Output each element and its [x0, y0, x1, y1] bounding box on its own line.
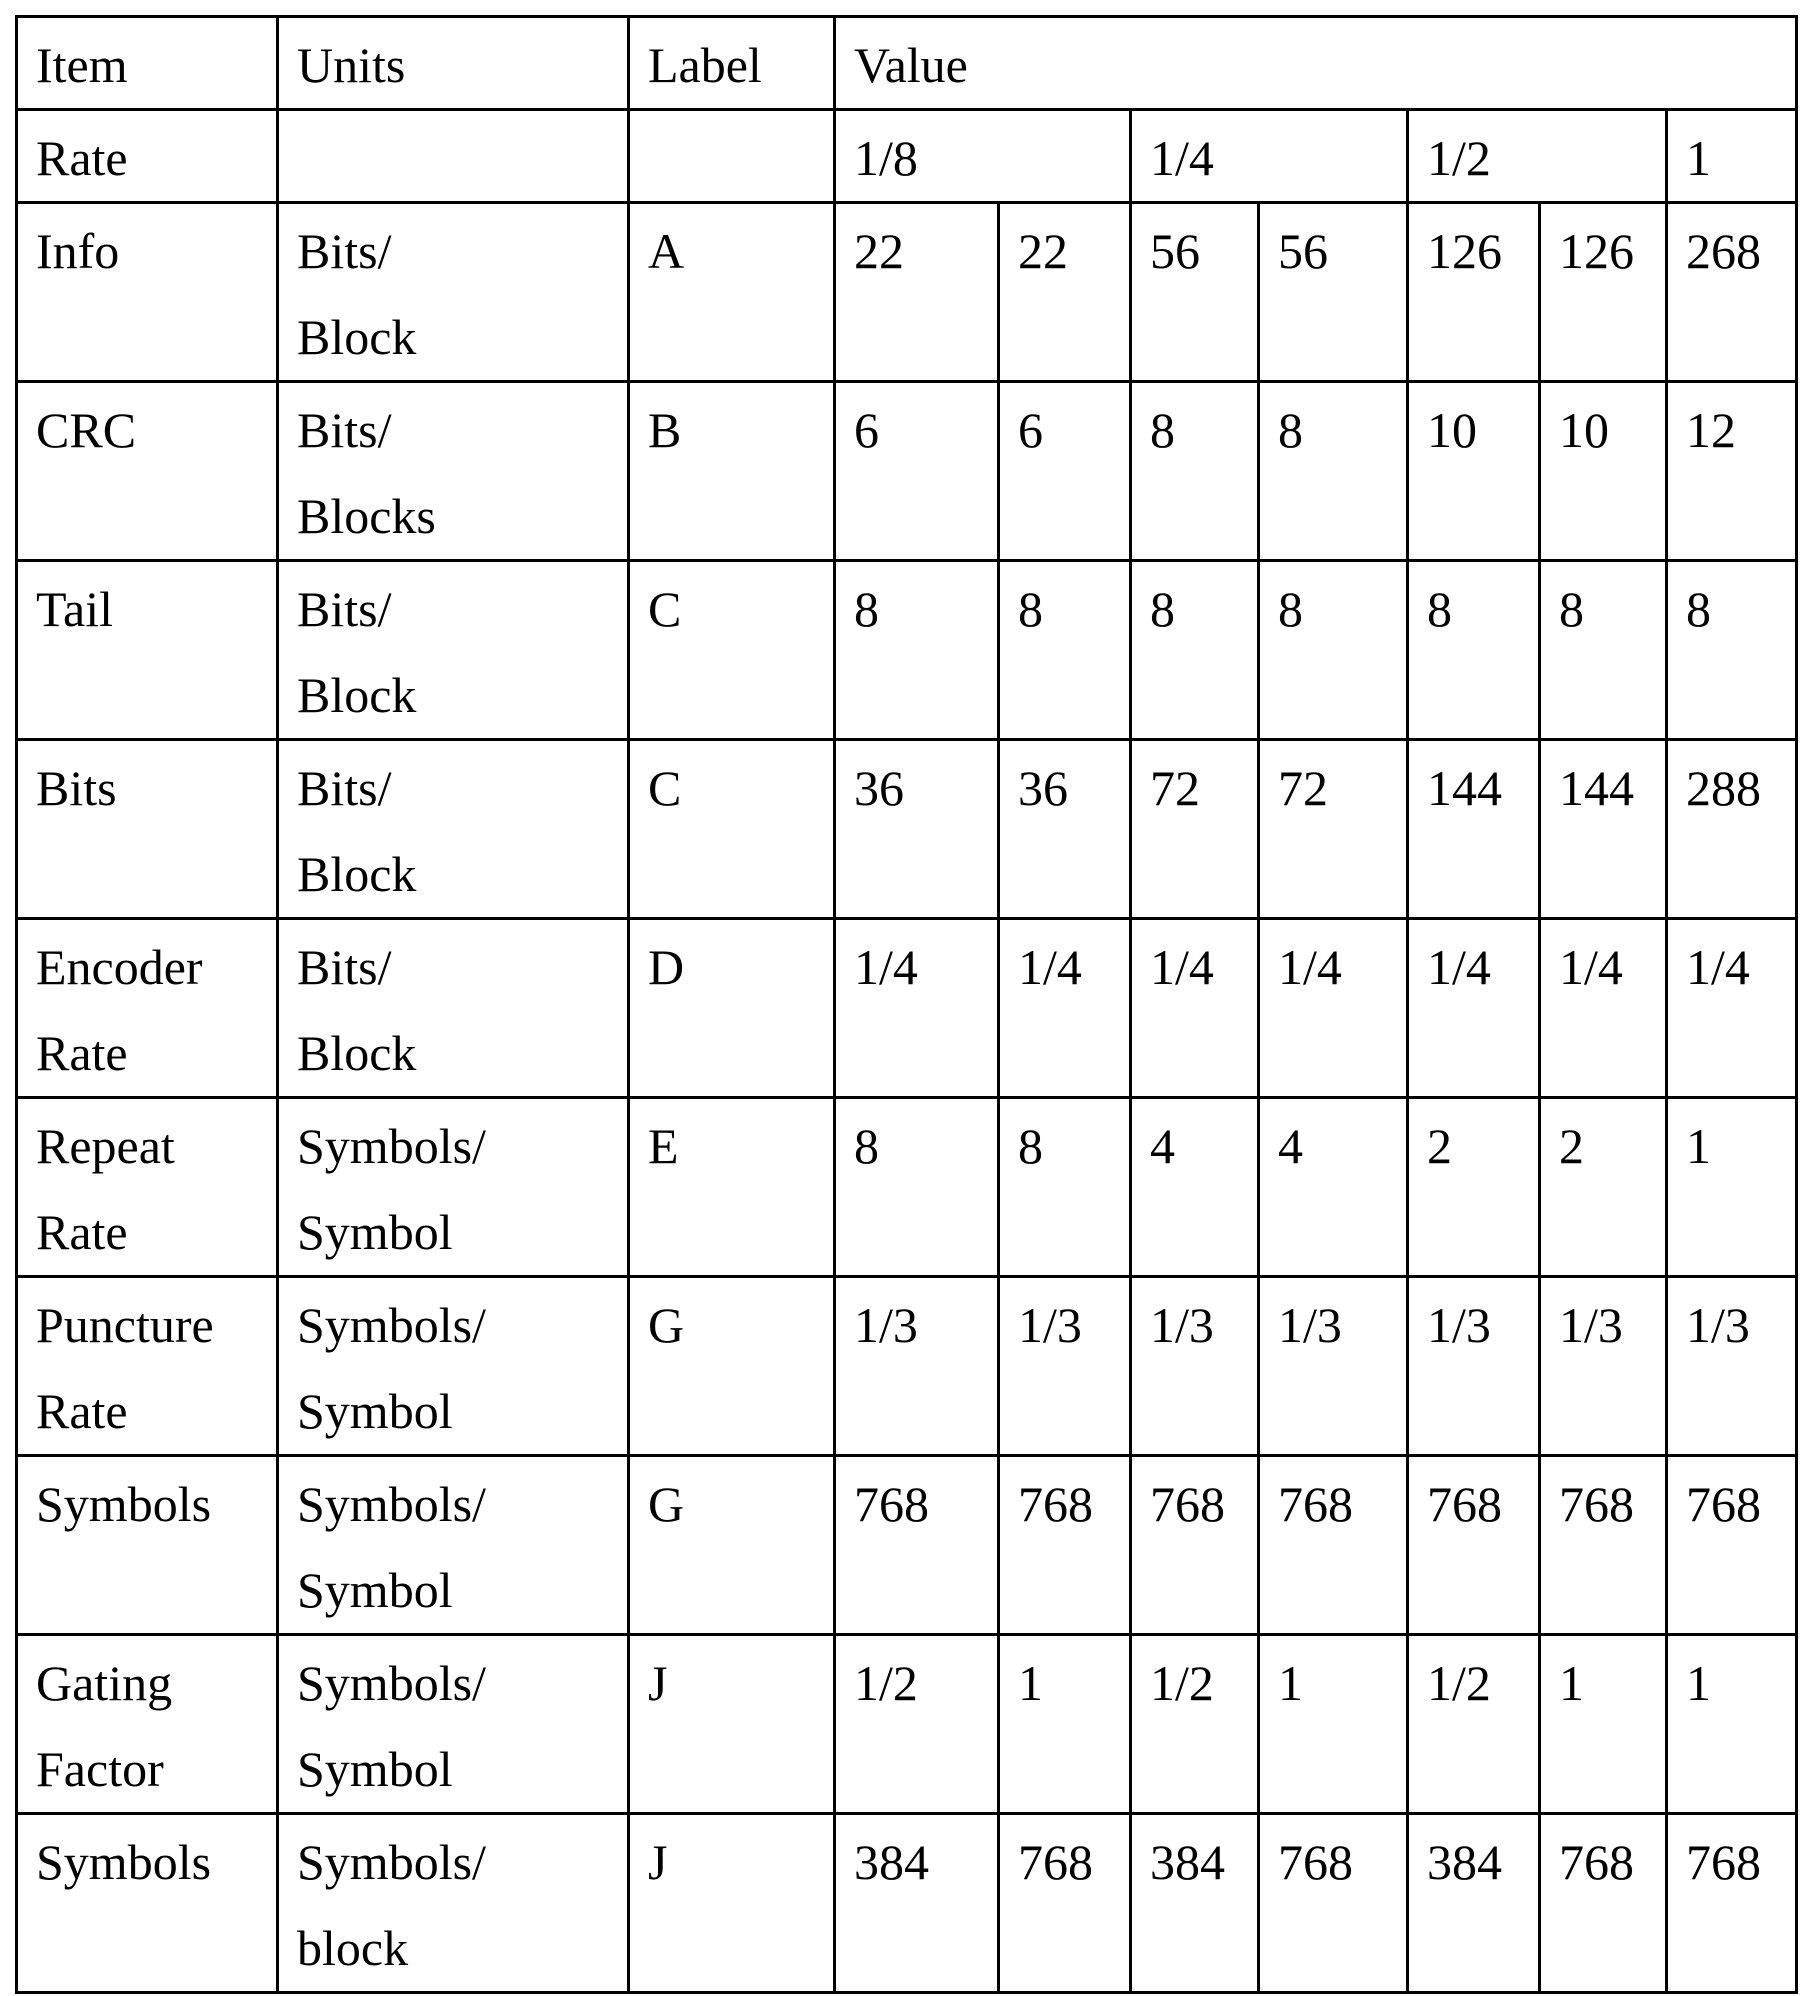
item-cell: [17, 1098, 278, 1277]
item-cell-line: Rate: [36, 1010, 276, 1096]
value-cell: 72: [1259, 740, 1408, 919]
item-cell-line: Symbols: [36, 1819, 276, 1905]
rate-units: [278, 110, 629, 203]
rate-row: [17, 110, 1797, 203]
value-cell: 1/4: [1408, 919, 1540, 1098]
item-cell: [17, 561, 278, 740]
table-row: [17, 1635, 1797, 1814]
units-cell: [278, 1098, 629, 1277]
item-cell-line: Gating: [36, 1640, 276, 1726]
units-cell-line: Symbols/: [297, 1640, 627, 1726]
value-cell: 768: [835, 1456, 999, 1635]
value-cell: 1/3: [999, 1277, 1131, 1456]
units-cell: [278, 740, 629, 919]
value-cell: 36: [835, 740, 999, 919]
units-cell: [278, 919, 629, 1098]
value-cell: 1: [999, 1635, 1131, 1814]
units-cell-line: Bits/: [297, 566, 627, 652]
value-cell: 8: [1259, 561, 1408, 740]
units-cell-line: Bits/: [297, 924, 627, 1010]
units-cell-line: Block: [297, 294, 627, 380]
item-cell: [17, 203, 278, 382]
value-cell: 1/4: [1667, 919, 1797, 1098]
units-cell: [278, 1814, 629, 1993]
item-cell-line: Symbols: [36, 1461, 276, 1547]
label-cell: E: [629, 1098, 835, 1277]
units-cell-line: Symbols/: [297, 1103, 627, 1189]
value-cell: 384: [835, 1814, 999, 1993]
value-cell: 1/4: [999, 919, 1131, 1098]
value-cell: 268: [1667, 203, 1797, 382]
value-cell: 4: [1259, 1098, 1408, 1277]
item-cell: [17, 919, 278, 1098]
value-cell: 56: [1131, 203, 1259, 382]
units-cell-line: Block: [297, 652, 627, 738]
table-row: [17, 561, 1797, 740]
label-cell: A: [629, 203, 835, 382]
item-cell-line: Encoder: [36, 924, 276, 1010]
value-cell: 4: [1131, 1098, 1259, 1277]
value-cell: 1/2: [1131, 1635, 1259, 1814]
value-cell: 1/2: [1408, 1635, 1540, 1814]
item-cell: [17, 1277, 278, 1456]
value-cell: 768: [1540, 1814, 1667, 1993]
item-cell: [17, 740, 278, 919]
item-cell-line: Info: [36, 208, 276, 294]
item-cell: [17, 1814, 278, 1993]
item-cell-line: Factor: [36, 1726, 276, 1812]
units-cell-line: Symbol: [297, 1368, 627, 1454]
value-cell: 768: [1540, 1456, 1667, 1635]
label-cell: J: [629, 1814, 835, 1993]
units-cell-line: Symbol: [297, 1189, 627, 1275]
value-cell: 56: [1259, 203, 1408, 382]
value-cell: 126: [1408, 203, 1540, 382]
value-cell: 1/3: [835, 1277, 999, 1456]
units-cell: [278, 1635, 629, 1814]
rate-item: Rate: [17, 110, 278, 203]
units-cell: [278, 1277, 629, 1456]
units-cell: [278, 561, 629, 740]
units-cell-line: block: [297, 1905, 627, 1991]
value-cell: 8: [1131, 382, 1259, 561]
data-table: [15, 15, 1798, 1994]
item-cell: [17, 1456, 278, 1635]
units-cell-line: Symbols/: [297, 1819, 627, 1905]
value-cell: 8: [835, 561, 999, 740]
value-cell: 1/3: [1540, 1277, 1667, 1456]
value-cell: 8: [1259, 382, 1408, 561]
value-cell: 2: [1408, 1098, 1540, 1277]
table-row: [17, 1098, 1797, 1277]
value-cell: 126: [1540, 203, 1667, 382]
units-cell-line: Block: [297, 831, 627, 917]
header-item: Item: [17, 17, 278, 110]
label-cell: G: [629, 1456, 835, 1635]
value-cell: 1: [1667, 1635, 1797, 1814]
rate-cell: 1: [1667, 110, 1797, 203]
value-cell: 1: [1667, 1098, 1797, 1277]
header-label: Label: [629, 17, 835, 110]
value-cell: 1/4: [1259, 919, 1408, 1098]
value-cell: 36: [999, 740, 1131, 919]
label-cell: B: [629, 382, 835, 561]
units-cell-line: Symbols/: [297, 1282, 627, 1368]
value-cell: 1/3: [1259, 1277, 1408, 1456]
value-cell: 6: [835, 382, 999, 561]
label-cell: C: [629, 740, 835, 919]
table-row: [17, 1814, 1797, 1993]
value-cell: 22: [999, 203, 1131, 382]
units-cell-line: Bits/: [297, 387, 627, 473]
label-cell: C: [629, 561, 835, 740]
item-cell-line: Repeat: [36, 1103, 276, 1189]
item-cell: [17, 382, 278, 561]
value-cell: 1/3: [1408, 1277, 1540, 1456]
table-row: [17, 740, 1797, 919]
value-cell: 72: [1131, 740, 1259, 919]
header-row: [17, 17, 1797, 110]
label-cell: J: [629, 1635, 835, 1814]
rate-cell: 1/8: [835, 110, 1131, 203]
value-cell: 768: [1408, 1456, 1540, 1635]
value-cell: 384: [1408, 1814, 1540, 1993]
value-cell: 288: [1667, 740, 1797, 919]
item-cell: [17, 1635, 278, 1814]
units-cell: [278, 203, 629, 382]
table-row: [17, 382, 1797, 561]
units-cell-line: Symbol: [297, 1547, 627, 1633]
value-cell: 768: [1667, 1814, 1797, 1993]
value-cell: 2: [1540, 1098, 1667, 1277]
units-cell-line: Bits/: [297, 745, 627, 831]
value-cell: 8: [1667, 561, 1797, 740]
table-row: [17, 1456, 1797, 1635]
label-cell: D: [629, 919, 835, 1098]
value-cell: 8: [1131, 561, 1259, 740]
value-cell: 1/4: [1131, 919, 1259, 1098]
value-cell: 768: [1667, 1456, 1797, 1635]
value-cell: 768: [999, 1456, 1131, 1635]
units-cell-line: Block: [297, 1010, 627, 1096]
item-cell-line: Puncture: [36, 1282, 276, 1368]
value-cell: 1/4: [1540, 919, 1667, 1098]
value-cell: 768: [1259, 1456, 1408, 1635]
value-cell: 1: [1259, 1635, 1408, 1814]
value-cell: 10: [1408, 382, 1540, 561]
header-value: Value: [835, 17, 1797, 110]
table-row: [17, 919, 1797, 1098]
value-cell: 768: [999, 1814, 1131, 1993]
value-cell: 22: [835, 203, 999, 382]
label-cell: G: [629, 1277, 835, 1456]
units-cell-line: Symbol: [297, 1726, 627, 1812]
value-cell: 768: [1259, 1814, 1408, 1993]
value-cell: 8: [999, 1098, 1131, 1277]
units-cell: [278, 382, 629, 561]
value-cell: 144: [1408, 740, 1540, 919]
value-cell: 6: [999, 382, 1131, 561]
header-units: Units: [278, 17, 629, 110]
item-cell-line: Tail: [36, 566, 276, 652]
value-cell: 1: [1540, 1635, 1667, 1814]
table-row: [17, 203, 1797, 382]
value-cell: 1/4: [835, 919, 999, 1098]
units-cell-line: Blocks: [297, 473, 627, 559]
value-cell: 144: [1540, 740, 1667, 919]
rate-label: [629, 110, 835, 203]
value-cell: 768: [1131, 1456, 1259, 1635]
value-cell: 1/3: [1131, 1277, 1259, 1456]
units-cell-line: Bits/: [297, 208, 627, 294]
value-cell: 12: [1667, 382, 1797, 561]
item-cell-line: Rate: [36, 1189, 276, 1275]
value-cell: 8: [1540, 561, 1667, 740]
table-row: [17, 1277, 1797, 1456]
value-cell: 1/3: [1667, 1277, 1797, 1456]
value-cell: 8: [1408, 561, 1540, 740]
value-cell: 8: [835, 1098, 999, 1277]
units-cell-line: Symbols/: [297, 1461, 627, 1547]
rate-cell: 1/2: [1408, 110, 1667, 203]
item-cell-line: CRC: [36, 387, 276, 473]
item-cell-line: Rate: [36, 1368, 276, 1454]
value-cell: 384: [1131, 1814, 1259, 1993]
rate-cell: 1/4: [1131, 110, 1408, 203]
value-cell: 10: [1540, 382, 1667, 561]
value-cell: 8: [999, 561, 1131, 740]
value-cell: 1/2: [835, 1635, 999, 1814]
units-cell: [278, 1456, 629, 1635]
item-cell-line: Bits: [36, 745, 276, 831]
